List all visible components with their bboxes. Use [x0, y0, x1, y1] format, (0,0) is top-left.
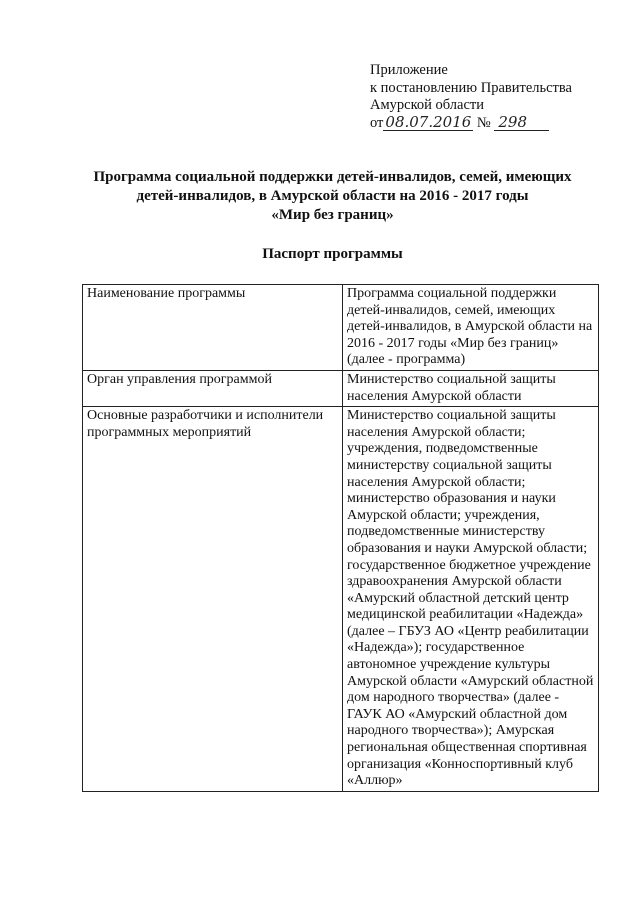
title-line-3: «Мир без границ» — [271, 207, 394, 223]
appendix-block — [370, 62, 572, 132]
appendix-line-2: к постановлению Правительства — [370, 79, 572, 96]
date-prefix: от — [370, 114, 384, 131]
appendix-line-3: Амурской области — [370, 97, 484, 113]
row-label: Наименование программы — [83, 285, 343, 371]
appendix-date-line — [370, 112, 572, 133]
row-label: Орган управления программой — [83, 370, 343, 406]
title-line-2: детей-инвалидов, в Амурской области на 2016 - 2017 годы — [136, 188, 529, 204]
row-value: Министерство социальной защиты населения Амурской области — [343, 370, 599, 406]
table-row — [83, 285, 599, 371]
row-value: Программа социальной поддержки детей-инвалидов, семей, имеющих детей-инвалидов, в Амурской области на 2016 - 2017 годы «Мир без границ» (далее - программа) — [343, 285, 599, 371]
document-title — [60, 168, 605, 225]
passport-table — [82, 284, 599, 792]
handwritten-number: 298 — [494, 115, 549, 131]
table-row — [83, 370, 599, 406]
title-line-1: Программа социальной поддержки детей-инвалидов, семей, имеющих — [93, 169, 572, 185]
number-prefix: № — [476, 114, 491, 131]
appendix-line-1: Приложение — [370, 62, 448, 78]
row-label: Основные разработчики и исполнители программных мероприятий — [83, 407, 343, 792]
row-value: Министерство социальной защиты населения Амурской области; учреждения, подведомственные министерству социальной защиты населения Амурской области; министерство образования и науки Амурской области; учреждения, подведомственные министерству образования и науки Амурской области; государственное бюджетное учреждение здравоохранения Амурской области «Амурский областной детский центр медицинской реабилитации «Надежда» (далее – ГБУЗ АО «Центр реабилитации «Надежда»); государственное автономное учреждение культуры Амурской области «Амурский областной дом народного творчества» (далее - ГАУК АО «Амурский областной дом народного творчества»); Амурская региональная общественная спортивная организация «Конноспортивный клуб «Аллюр» — [343, 407, 599, 792]
handwritten-date: 08.07.2016 — [385, 112, 472, 131]
table-row — [83, 407, 599, 792]
passport-heading: Паспорт программы — [262, 246, 403, 262]
